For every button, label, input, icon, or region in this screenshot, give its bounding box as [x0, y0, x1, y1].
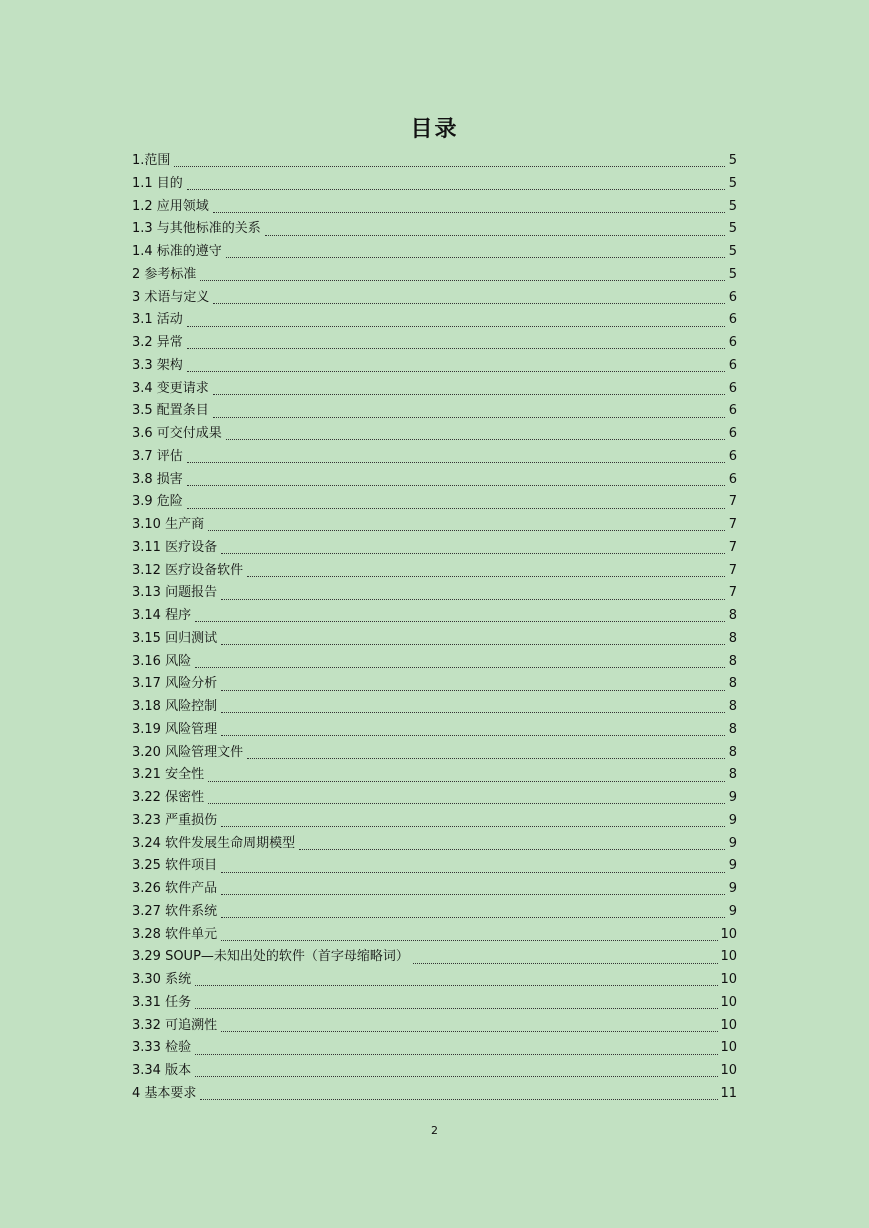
toc-entry-label: 3.18 风险控制: [132, 699, 218, 714]
toc-entry-page: 6: [728, 357, 737, 373]
toc-entry-label: 3.26 软件产品: [132, 881, 218, 896]
toc-leader-dots: [195, 666, 725, 668]
toc-entry-label: 3.3 架构: [132, 357, 183, 373]
toc-entry[interactable]: [132, 309, 737, 332]
toc-leader-dots: [221, 825, 725, 827]
toc-leader-dots: [213, 393, 725, 395]
toc-entry-page: 7: [728, 585, 737, 601]
toc-leader-dots: [195, 1053, 718, 1055]
toc-leader-dots: [208, 802, 725, 804]
toc-leader-dots: [187, 188, 725, 190]
toc-entry-label: 3.29 SOUP—未知出处的软件（首字母缩略词）: [132, 949, 409, 965]
toc-entry-page: 8: [728, 699, 737, 714]
toc-entry-label: 2 参考标准: [132, 266, 197, 282]
toc-entry-page: 10: [720, 926, 737, 942]
toc-entry-page: 8: [728, 653, 737, 669]
toc-leader-dots: [208, 529, 725, 531]
toc-leader-dots: [265, 234, 725, 236]
toc-entry-label: 3.5 配置条目: [132, 403, 209, 419]
toc-entry-label: 4 基本要求: [132, 1085, 197, 1101]
toc-entry[interactable]: [132, 1060, 737, 1083]
toc-leader-dots: [200, 279, 725, 281]
toc-entry[interactable]: [132, 764, 737, 787]
toc-entry-page: 10: [720, 1040, 737, 1056]
toc-entry-page: 9: [728, 858, 737, 874]
toc-leader-dots: [221, 916, 725, 918]
toc-entry[interactable]: [132, 378, 737, 401]
toc-leader-dots: [221, 871, 725, 873]
toc-leader-dots: [247, 575, 725, 577]
toc-entry[interactable]: [132, 628, 737, 651]
toc-entry[interactable]: [132, 355, 737, 378]
toc-entry-page: 5: [728, 221, 737, 237]
toc-leader-dots: [187, 507, 725, 509]
toc-entry[interactable]: [132, 173, 737, 196]
toc-entry-label: 3.2 异常: [132, 335, 183, 350]
toc-leader-dots: [221, 643, 725, 645]
toc-leader-dots: [187, 461, 725, 463]
toc-entry-label: 3.23 严重损伤: [132, 812, 218, 828]
toc-entry-page: 6: [728, 380, 737, 396]
toc-entry-label: 1.1 目的: [132, 175, 183, 191]
toc-entry-page: 9: [728, 790, 737, 805]
toc-entry[interactable]: [132, 218, 737, 241]
toc-leader-dots: [187, 325, 725, 327]
toc-entry-label: 3.12 医疗设备软件: [132, 562, 244, 578]
toc-leader-dots: [221, 893, 725, 895]
toc-entry-label: 1.3 与其他标准的关系: [132, 221, 261, 237]
toc-entry-label: 3.22 保密性: [132, 790, 205, 805]
toc-entry-label: 3.21 安全性: [132, 767, 205, 783]
table-of-contents: [132, 150, 737, 1106]
toc-entry-page: 6: [728, 335, 737, 350]
toc-entry[interactable]: [132, 469, 737, 492]
toc-entry[interactable]: [132, 878, 737, 901]
toc-entry-page: 5: [728, 244, 737, 259]
toc-leader-dots: [200, 1098, 718, 1100]
toc-leader-dots: [195, 984, 718, 986]
toc-entry-label: 3.28 软件单元: [132, 926, 218, 942]
page-number: 2: [431, 1124, 438, 1137]
toc-entry[interactable]: [132, 696, 737, 719]
toc-entry[interactable]: [132, 582, 737, 605]
toc-entry-label: 3.11 医疗设备: [132, 539, 218, 555]
toc-entry[interactable]: [132, 332, 737, 355]
toc-entry-page: 6: [728, 471, 737, 487]
toc-entry[interactable]: [132, 719, 737, 742]
toc-entry-label: 3.15 回归测试: [132, 630, 218, 646]
toc-entry-label: 1.4 标准的遵守: [132, 244, 222, 259]
toc-entry[interactable]: [132, 742, 737, 765]
toc-entry[interactable]: [132, 537, 737, 560]
toc-entry-page: 8: [728, 608, 737, 623]
toc-leader-dots: [221, 711, 725, 713]
toc-entry-label: 3.1 活动: [132, 312, 183, 328]
toc-entry-page: 10: [720, 972, 737, 987]
toc-leader-dots: [226, 256, 725, 258]
toc-entry-page: 8: [728, 676, 737, 692]
toc-entry[interactable]: [132, 1083, 737, 1106]
toc-entry-label: 3.34 版本: [132, 1063, 192, 1078]
toc-entry[interactable]: [132, 924, 737, 947]
toc-entry[interactable]: [132, 969, 737, 992]
toc-entry[interactable]: [132, 855, 737, 878]
toc-entry[interactable]: [132, 605, 737, 628]
toc-entry-page: 6: [728, 426, 737, 441]
toc-entry-label: 3.19 风险管理: [132, 721, 218, 737]
toc-entry-page: 9: [728, 903, 737, 919]
toc-entry-page: 9: [728, 812, 737, 828]
toc-leader-dots: [187, 370, 725, 372]
toc-leader-dots: [213, 211, 725, 213]
toc-entry-label: 3.4 变更请求: [132, 380, 209, 396]
toc-entry[interactable]: [132, 423, 737, 446]
toc-entry-page: 11: [720, 1085, 737, 1101]
toc-leader-dots: [247, 757, 725, 759]
toc-entry-label: 3.10 生产商: [132, 517, 205, 532]
toc-entry-label: 3.25 软件项目: [132, 858, 218, 874]
toc-leader-dots: [195, 620, 725, 622]
toc-leader-dots: [413, 962, 719, 964]
toc-leader-dots: [221, 689, 725, 691]
toc-entry[interactable]: [132, 446, 737, 469]
toc-entry-label: 3.20 风险管理文件: [132, 744, 244, 760]
toc-entry-page: 7: [728, 539, 737, 555]
toc-entry-label: 1.2 应用领域: [132, 198, 209, 214]
toc-leader-dots: [299, 848, 725, 850]
toc-entry-label: 3.33 检验: [132, 1040, 192, 1056]
toc-entry[interactable]: [132, 196, 737, 219]
toc-entry[interactable]: [132, 787, 737, 810]
toc-entry-page: 8: [728, 630, 737, 646]
toc-leader-dots: [221, 598, 725, 600]
toc-entry-page: 6: [728, 448, 737, 464]
toc-leader-dots: [195, 1075, 718, 1077]
toc-entry-label: 3.16 风险: [132, 653, 192, 669]
toc-entry-label: 3.6 可交付成果: [132, 426, 222, 441]
toc-entry-page: 5: [728, 153, 737, 168]
toc-entry[interactable]: [132, 150, 737, 173]
toc-entry-label: 3.8 损害: [132, 471, 183, 487]
toc-title: 目录: [410, 117, 459, 142]
toc-entry-page: 8: [728, 767, 737, 783]
toc-entry-label: 3.32 可追溯性: [132, 1017, 218, 1033]
toc-entry-page: 5: [728, 266, 737, 282]
toc-entry[interactable]: [132, 946, 737, 969]
toc-entry-label: 3.24 软件发展生命周期模型: [132, 835, 296, 851]
toc-leader-dots: [221, 939, 718, 941]
toc-entry[interactable]: [132, 1015, 737, 1038]
toc-leader-dots: [213, 302, 725, 304]
toc-leader-dots: [221, 1030, 718, 1032]
toc-entry-label: 1.范围: [132, 153, 171, 168]
toc-entry-label: 3.17 风险分析: [132, 676, 218, 692]
toc-leader-dots: [174, 165, 725, 167]
toc-entry-page: 9: [728, 835, 737, 851]
toc-entry[interactable]: [132, 673, 737, 696]
toc-entry-page: 5: [728, 198, 737, 214]
toc-entry[interactable]: [132, 992, 737, 1015]
toc-leader-dots: [195, 1007, 718, 1009]
toc-entry-label: 3.27 软件系统: [132, 903, 218, 919]
toc-entry-label: 3.7 评估: [132, 448, 183, 464]
toc-entry-page: 10: [720, 1017, 737, 1033]
toc-entry[interactable]: [132, 651, 737, 674]
toc-entry-page: 7: [728, 517, 737, 532]
toc-leader-dots: [213, 416, 725, 418]
toc-entry-page: 8: [728, 744, 737, 760]
toc-entry-page: 6: [728, 403, 737, 419]
toc-entry-page: 7: [728, 494, 737, 510]
toc-entry-page: 10: [720, 994, 737, 1010]
toc-entry-label: 3 术语与定义: [132, 289, 210, 305]
toc-entry-label: 3.13 问题报告: [132, 585, 218, 601]
toc-entry[interactable]: [132, 810, 737, 833]
toc-entry[interactable]: [132, 400, 737, 423]
toc-entry-label: 3.9 危险: [132, 494, 183, 510]
toc-leader-dots: [226, 438, 725, 440]
toc-entry[interactable]: [132, 833, 737, 856]
toc-entry-label: 3.30 系统: [132, 972, 192, 987]
toc-entry[interactable]: [132, 491, 737, 514]
toc-entry[interactable]: [132, 241, 737, 264]
toc-entry[interactable]: [132, 287, 737, 310]
toc-leader-dots: [208, 780, 725, 782]
toc-entry[interactable]: [132, 560, 737, 583]
toc-entry-page: 5: [728, 175, 737, 191]
toc-entry-page: 7: [728, 562, 737, 578]
toc-entry-page: 10: [720, 949, 737, 965]
toc-entry-label: 3.14 程序: [132, 608, 192, 623]
toc-entry[interactable]: [132, 901, 737, 924]
toc-leader-dots: [187, 484, 725, 486]
toc-entry-page: 6: [728, 289, 737, 305]
toc-entry-page: 8: [728, 721, 737, 737]
toc-entry-page: 6: [728, 312, 737, 328]
toc-entry[interactable]: [132, 1037, 737, 1060]
toc-entry[interactable]: [132, 514, 737, 537]
toc-leader-dots: [221, 734, 725, 736]
toc-entry-page: 9: [728, 881, 737, 896]
toc-entry-label: 3.31 任务: [132, 994, 192, 1010]
toc-leader-dots: [187, 347, 725, 349]
toc-entry-page: 10: [720, 1063, 737, 1078]
toc-entry[interactable]: [132, 264, 737, 287]
toc-leader-dots: [221, 552, 725, 554]
